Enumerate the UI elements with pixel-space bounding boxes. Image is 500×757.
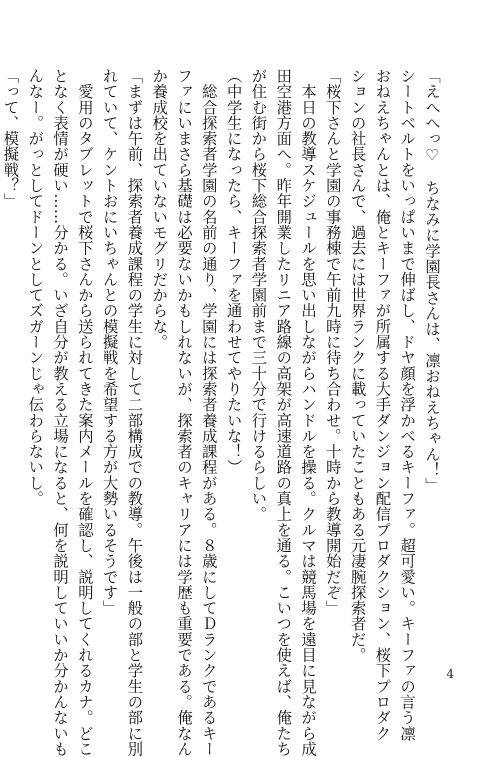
text-line-6: 本日の教導スケジュールを思い出しながらハンドルを操る。クルマは競馬場を遠目に見ながら成 xyxy=(299,68,318,757)
text-line-18: 「って、模擬戦？」 xyxy=(1,68,20,209)
text-line-3: おねえちゃんとは、俺とキーファが所属する大手ダンジョン配信プロダクション、桜下プロダク xyxy=(373,68,392,741)
text-line-14: れていて、ケントおにいちゃんとの模擬戦を希望する方が大勢いるそうです」 xyxy=(100,68,119,616)
text-line-7: 田空港方面へ。昨年開業したリニア路線の高架が高速道路の真上を通る。こいつを使えば、俺たち xyxy=(274,68,293,757)
text-line-4: ションの社長さんで、過去には世界ランクに載っていたこともある元凄腕探索者だ。 xyxy=(348,68,367,663)
text-line-1: 「えへへっ♡ ちなみに学園長さんは、凛おねえちゃん！」 xyxy=(423,68,441,494)
text-line-11: ファにいまさら基礎は必要ないかもしれないが、探索者のキャリアには学歴も重要である。俺なん xyxy=(175,68,194,757)
text-line-2: シートベルトをいっぱいまで伸ばし、ドヤ顔を浮かべるキーファ。超可愛い。キーファの言う凛 xyxy=(398,68,417,741)
text-line-8: が住む街から桜下総合探索者学園前まで三十分で行けるらしい。 xyxy=(249,68,268,522)
text-line-16: となく表情が硬い……分かる。いざ自分が教える立場になると、何を説明していいか分かんないも xyxy=(51,68,70,757)
text-line-9: （中学生になったら、キーファを通わせてやりたいな！） xyxy=(224,68,243,475)
page-number: 4 xyxy=(446,667,454,681)
text-line-15: 愛用のタブレットで桜下さんから送られてきた案内メールを確認し、説明してくれるカナ。どこ xyxy=(75,68,94,757)
text-line-10: 総合探索者学園の名前の通り、学園には探索者養成課程がある。８歳にしてＤランクであるキー xyxy=(199,68,218,757)
text-line-12: か養成校を出ていないモグリだからな。 xyxy=(150,68,169,350)
text-line-17: んなー。がっとしてドーンとしてズガーンじゃ伝わらないし。 xyxy=(26,68,45,507)
text-line-13: 「まずは午前、探索者養成課程の学生に対して二部構成での教導。午後は一般の部と学生の部に別 xyxy=(125,68,144,757)
text-line-5: 「桜下さんと学園の事務棟で午前九時に待ち合わせ。十時から教導開始だぞ」 xyxy=(323,68,342,616)
vertical-text-body xyxy=(1,68,444,757)
